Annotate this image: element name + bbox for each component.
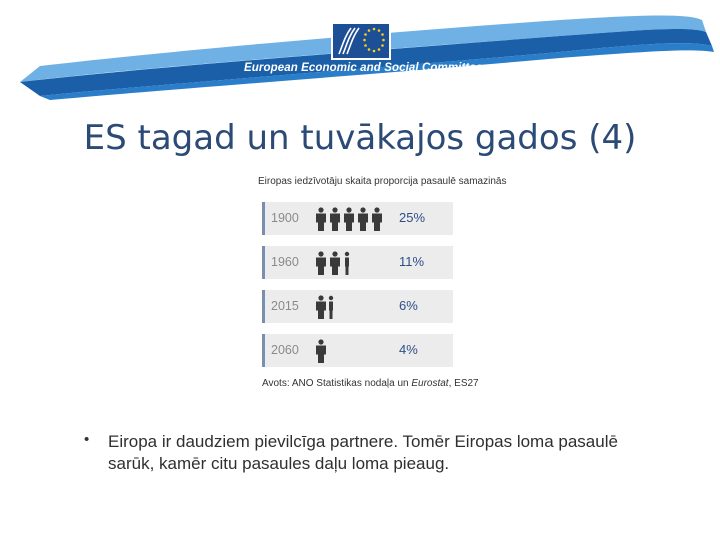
row-percent: 4% [399,342,418,357]
row-year: 2015 [271,299,299,313]
row-year: 2060 [271,343,299,357]
person-icon [315,207,385,231]
source-suffix: , ES27 [448,378,479,389]
bullet-marker: • [84,431,90,448]
row-percent: 11% [399,254,425,269]
population-row-2060 [262,334,453,367]
infographic-title: Eiropas iedzīvotāju skaita proporcija pasaulē samazinās [258,176,507,187]
population-row-1960 [262,246,453,279]
row-percent: 6% [399,298,418,313]
source-prefix: Avots: ANO Statistikas nodaļa un [262,378,412,389]
row-year: 1900 [271,211,299,225]
population-row-2015 [262,290,453,323]
population-row-1900 [262,202,453,235]
organization-name: European Economic and Social Committee [244,62,483,74]
source-note [262,378,479,389]
source-italic: Eurostat [411,378,449,389]
row-year: 1960 [271,255,299,269]
person-icon [315,339,385,363]
slide-title: ES tagad un tuvākajos gados (4) [83,118,637,158]
bullet-text: Eiropa ir daudziem pievilcīga partnere. Tomēr Eiropas loma pasaulē sarūk, kamēr citu pasaules daļu loma pieaug. [108,432,618,473]
person-icon [315,251,385,275]
row-percent: 25% [399,210,426,225]
person-icon [315,295,385,319]
eesc-eu-stars-icon [331,22,391,60]
